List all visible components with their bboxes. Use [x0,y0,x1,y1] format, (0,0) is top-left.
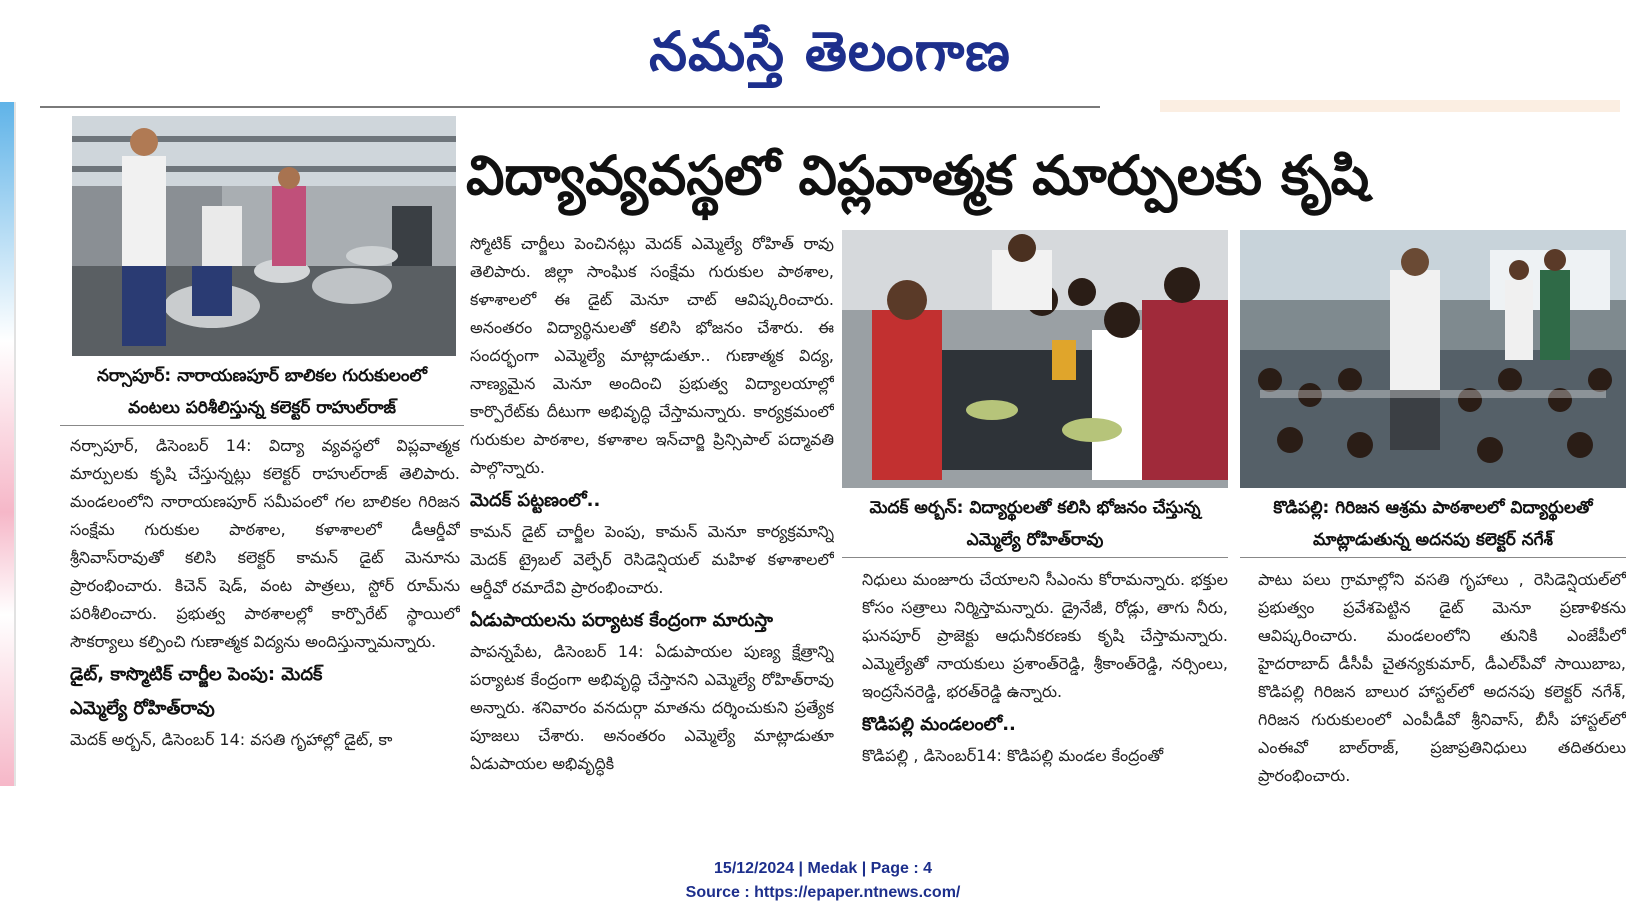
edition-info: 15/12/2024 | Medak | Page : 4 [714,860,932,877]
article-column-4 [1258,566,1626,792]
paragraph: నిధులు మంజూరు చేయాలని సీఎంను కోరామన్నారు. భక్తుల కోసం సత్రాలు నిర్మిస్తామన్నారు. డ్రైనేజీ, రోడ్లు, తాగు నీరు, ఘనపూర్ ప్రాజెక్టు ఆధునీకరణకు కృషి చేస్తామన్నారు. ఎమ్మెల్యేతో నాయకులు ప్రశాంత్‌రెడ్డి, శ్రీకాంత్‌రెడ్డి, నర్సింలు, ఇంద్రసేనరెడ్డి, భరత్‌రెడ్డి ఉన్నారు. [862,570,1228,701]
caption-collector-students [1240,492,1626,558]
left-edge-advert-strip [0,102,16,786]
paragraph: కొడిపల్లి , డిసెంబర్14: కొడిపల్లి మండల కేంద్రంతో [862,746,1164,765]
paragraph: స్మోటిక్ చార్జీలు పెంచినట్లు మెదక్ ఎమ్మెల్యే రోహిత్ రావు తెలిపారు. జిల్లా సాంఘిక సంక్షేమ గురుకుల పాఠశాల, కళాశాలలో ఈ డైట్ మెనూ చాట్ ఆవిష్కరించారు. అనంతరం విద్యార్థినులతో కలిసి భోజనం చేశారు. ఈ సందర్భంగా ఎమ్మెల్యే మాట్లాడుతూ.. గుణాత్మక విద్య, నాణ్యమైన మెనూ అందించి ప్రభుత్వ విద్యాలయాల్లో కార్పొరేట్‌కు దీటుగా అభివృద్ధి చేస్తామన్నారు. కార్యక్రమంలో గురుకుల పాఠశాల, కళాశాల ఇన్‌చార్జి ప్రిన్సిపాల్ పద్మావతి పాల్గొన్నారు. [470,234,834,477]
paragraph: పాపన్నపేట, డిసెంబర్ 14: ఏడుపాయల పుణ్య క్షేత్రాన్ని పర్యాటక కేంద్రంగా అభివృద్ధి చేస్తానని ఎమ్మెల్యే రోహిత్‌రావు అన్నారు. శనివారం వనదుర్గా మాతను దర్శించుకుని ప్రత్యేక పూజలు చేశారు. అనంతరం ఎమ్మెల్యే మాట్లాడుతూ ఏడుపాయల అభివృద్ధికి [470,642,834,773]
masthead-divider [40,106,1100,108]
caption-line: వంటలు పరిశీలిస్తున్న కలెక్టర్ రాహుల్‌రాజ్ [128,398,396,418]
caption-line: ఎమ్మెల్యే రోహిత్‌రావు [966,530,1104,550]
source-link[interactable]: Source : https://epaper.ntnews.com/ [685,884,961,901]
masthead-logo: నమస్తే తెలంగాణ [649,19,1011,83]
subheading: మెదక్ పట్టణంలో.. [470,490,601,511]
photo-kitchen-inspection [72,116,456,356]
paragraph: కామన్ డైట్ చార్జీల పెంపు, కామన్ మెనూ కార్యక్రమాన్ని మెదక్ ట్రైబల్ వెల్ఫేర్ రెసిడెన్షియల్ మహిళ కళాశాలలో ఆర్డీవో రమాదేవి ప్రారంభించారు. [470,522,834,597]
article-column-1 [70,432,460,790]
paragraph: పాటు పలు గ్రామాల్లోని వసతి గృహాలు , రెసిడెన్షియల్‌లో ప్రభుత్వం ప్రవేశపెట్టిన డైట్ మెనూ ప్రణాళికను ఆవిష్కరించారు. మండలంలోని తునికి ఎంజేపీలో హైదరాబాద్ డీసీపీ చైతన్యకుమార్, డీఎల్‌పీవో సాయిబాబ, కొడిపల్లి గిరిజన బాలుర హాస్టల్‌లో అదనపు కలెక్టర్ నగేశ్, గిరిజన గురుకులంలో ఎంపీడీవో శ్రీనివాస్, బీసీ హాస్టల్‌లో ఎంఈవో బాల్‌రాజ్, ప్రజాప్రతినిధులు తదితరులు ప్రారంభించారు. [1258,570,1626,785]
caption-line: మాట్లాడుతున్న అదనపు కలెక్టర్ నగేశ్ [1313,530,1553,550]
subheading: కొడిపల్లి మండలంలో.. [862,714,1016,735]
subheading: డైట్, కాస్మొటిక్ చార్జీల పెంపు: మెదక్ [70,664,323,685]
article-column-3 [862,566,1228,792]
caption-line: కొడిపల్లి: గిరిజన ఆశ్రమ పాఠశాలలో విద్యార్థులతో [1273,498,1593,518]
subheading: ఏడుపాయలను పర్యాటక కేంద్రంగా మారుస్తా [470,610,773,631]
article-headline: విద్యావ్యవస్థలో విప్లవాత్మక మార్పులకు కృషి [466,144,1370,207]
caption-line: మెదక్ అర్బన్: విద్యార్థులతో కలిసి భోజనం చేస్తున్న [869,498,1201,518]
photo-collector-students [1240,230,1626,488]
article-column-2 [470,230,834,790]
masthead-divider-tint [1160,100,1620,112]
paragraph: నర్సాపూర్, డిసెంబర్ 14: విద్యా వ్యవస్థలో విప్లవాత్మక మార్పులకు కృషి చేస్తున్నట్లు కలెక్టర్ రాహుల్‌రాజ్ తెలిపారు. మండలంలోని నారాయణపూర్ సమీపంలో గల బాలికల గిరిజన సంక్షేమ గురుకుల పాఠశాల, కళాశాలలో డీఆర్డీవో శ్రీనివాస్‌రావుతో కలిసి కలెక్టర్ కామన్ డైట్ మెనూను ప్రారంభించారు. కిచెన్ షెడ్, వంట పాత్రలు, స్టోర్ రూమ్‌ను పరిశీలించారు. ప్రభుత్వ పాఠశాలల్లో కార్పొరేట్ స్థాయిలో సౌకర్యాలు కల్పించి గుణాత్మక విద్యను అందిస్తున్నామన్నారు. [70,436,460,651]
caption-mla-lunch [842,492,1228,558]
photo-mla-lunch [842,230,1228,488]
paragraph: మెదక్ అర్బన్, డిసెంబర్ 14: వసతి గృహాల్లో డైట్, కా [70,730,393,749]
subheading: ఎమ్మెల్యే రోహిత్‌రావు [70,698,215,719]
caption-kitchen-inspection [60,360,464,426]
caption-line: నర్సాపూర్: నారాయణపూర్ బాలికల గురుకులంలో [96,366,428,386]
